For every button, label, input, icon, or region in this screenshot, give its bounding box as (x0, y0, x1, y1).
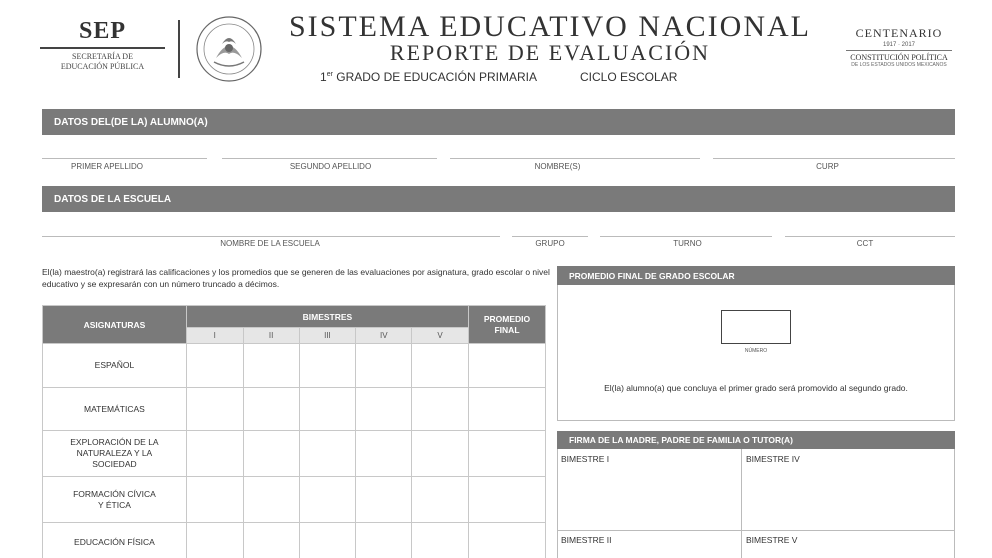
grade-cell[interactable] (356, 523, 412, 558)
signature-bimester-5-label: BIMESTRE V (746, 535, 798, 545)
table-row (43, 431, 546, 477)
grade-cell[interactable] (186, 431, 243, 477)
group-label: GRUPO (535, 239, 565, 248)
grade-cell[interactable] (412, 344, 469, 388)
centenario-rule (846, 50, 952, 51)
grade-cell[interactable] (356, 388, 412, 431)
grades-table (42, 305, 546, 558)
sep-logo-rule (40, 47, 165, 49)
grade-cell[interactable] (299, 344, 356, 388)
sep-logo (40, 18, 165, 72)
promotion-text: El(la) alumno(a) que concluya el primer grado será promovido al segundo grado. (604, 383, 908, 393)
instructions-text: El(la) maestro(a) registrará las calificaciones y los promedios que se generen de las evaluaciones por asignatura, grado escolar o nivel educativo y se expresarán con un número truncado a décimos. (42, 267, 550, 289)
subject-name: MATEMÁTICAS (43, 388, 187, 431)
bimester-1-header: I (186, 328, 243, 344)
grade-label (320, 70, 537, 84)
signature-bimester-4-label: BIMESTRE IV (746, 454, 800, 464)
grade-cell[interactable] (243, 431, 299, 477)
bimester-5-header: V (412, 328, 469, 344)
grade-cell[interactable] (356, 344, 412, 388)
signature-panel-header: FIRMA DE LA MADRE, PADRE DE FAMILIA O TUTOR(A) (557, 431, 955, 449)
curp-label: CURP (816, 162, 839, 171)
sep-logo-text: SEP (78, 18, 126, 44)
subject-name: EDUCACIÓN FÍSICA (43, 523, 187, 558)
first-surname-label: PRIMER APELLIDO (70, 162, 144, 171)
subject-name: FORMACIÓN CÍVICA Y ÉTICA (43, 477, 187, 523)
grade-cell[interactable] (186, 523, 243, 558)
header-divider (178, 20, 180, 78)
grade-cell[interactable] (299, 388, 356, 431)
student-section-header: DATOS DEL(DE LA) ALUMNO(A) (42, 109, 955, 135)
school-name-label: NOMBRE DE LA ESCUELA (220, 239, 320, 248)
bimester-2-header: II (243, 328, 299, 344)
subject-name: ESPAÑOL (43, 344, 187, 388)
table-row (43, 523, 546, 558)
bimester-3-header: III (299, 328, 356, 344)
school-cycle-label: CICLO ESCOLAR (580, 70, 678, 84)
signature-bimester-1-label: BIMESTRE I (561, 454, 610, 464)
bimesters-header: BIMESTRES (186, 306, 468, 328)
first-surname-line[interactable] (42, 158, 207, 159)
centenario-sub: DE LOS ESTADOS UNIDOS MEXICANOS (851, 62, 947, 68)
school-name-line[interactable] (42, 236, 500, 237)
final-grade-cell[interactable] (469, 523, 546, 558)
final-average-number-box[interactable] (721, 310, 791, 344)
final-average-panel-header: PROMEDIO FINAL DE GRADO ESCOLAR (557, 266, 955, 285)
school-section-header: DATOS DE LA ESCUELA (42, 186, 955, 212)
grade-cell[interactable] (299, 523, 356, 558)
sep-subtitle-2: EDUCACIÓN PÚBLICA (60, 62, 145, 71)
shift-line[interactable] (600, 236, 772, 237)
grade-cell[interactable] (186, 477, 243, 523)
grade-cell[interactable] (243, 344, 299, 388)
grade-cell[interactable] (299, 477, 356, 523)
subjects-header: ASIGNATURAS (43, 306, 187, 344)
group-line[interactable] (512, 236, 588, 237)
subject-name: EXPLORACIÓN DE LA NATURALEZA Y LA SOCIEDAD (43, 431, 187, 477)
national-seal-icon (194, 14, 264, 84)
grade-cell[interactable] (412, 523, 469, 558)
grade-ordinal: er (326, 71, 333, 78)
grade-number: 1 (320, 70, 327, 84)
grade-cell[interactable] (299, 431, 356, 477)
grade-cell[interactable] (186, 388, 243, 431)
grade-cell[interactable] (412, 431, 469, 477)
grade-cell[interactable] (412, 477, 469, 523)
final-average-header: PROMEDIO FINAL (469, 306, 546, 344)
table-row (43, 344, 546, 388)
sep-subtitle-1: SECRETARÍA DE (72, 52, 133, 61)
grade-cell[interactable] (356, 477, 412, 523)
grade-cell[interactable] (243, 523, 299, 558)
cct-line[interactable] (785, 236, 955, 237)
table-row (43, 477, 546, 523)
grade-cell[interactable] (186, 344, 243, 388)
centenario-years: 1917 · 2017 (882, 42, 916, 48)
grade-text: GRADO DE EDUCACIÓN PRIMARIA (332, 70, 537, 84)
grade-cell[interactable] (243, 477, 299, 523)
curp-line[interactable] (713, 158, 955, 159)
second-surname-line[interactable] (222, 158, 437, 159)
bimester-4-header: IV (356, 328, 412, 344)
table-row (43, 388, 546, 431)
final-grade-cell[interactable] (469, 388, 546, 431)
grade-cell[interactable] (356, 431, 412, 477)
cct-label: CCT (856, 239, 874, 248)
name-line[interactable] (450, 158, 700, 159)
final-grade-cell[interactable] (469, 431, 546, 477)
centenario-constitucion: CONSTITUCIÓN POLÍTICA (850, 53, 948, 62)
centenario-title: CENTENARIO (855, 26, 943, 40)
centenario-logo (838, 26, 960, 68)
final-grade-cell[interactable] (469, 344, 546, 388)
grade-cell[interactable] (243, 388, 299, 431)
name-label: NOMBRE(S) (534, 162, 581, 171)
document-subtitle: REPORTE DE EVALUACIÓN (389, 40, 711, 65)
second-surname-label: SEGUNDO APELLIDO (289, 162, 372, 171)
shift-label: TURNO (673, 239, 702, 248)
document-title: SISTEMA EDUCATIVO NACIONAL (289, 10, 811, 43)
signature-bimester-2-label: BIMESTRE II (561, 535, 612, 545)
final-grade-cell[interactable] (469, 477, 546, 523)
number-label: NÚMERO (744, 348, 768, 354)
grade-cell[interactable] (412, 388, 469, 431)
